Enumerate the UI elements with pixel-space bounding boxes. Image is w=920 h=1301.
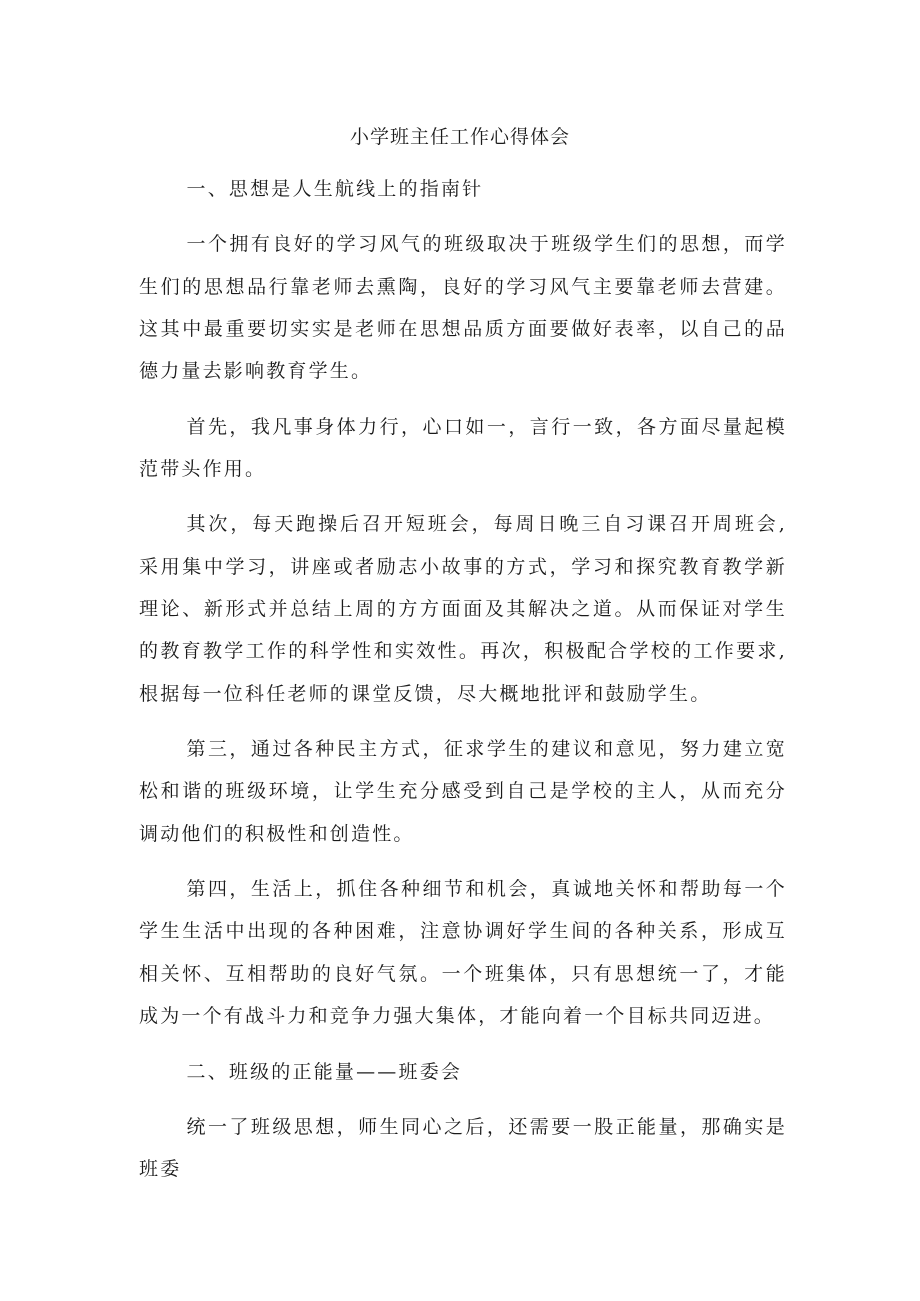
section-heading-1: 一、思想是人生航线上的指南针	[186, 178, 484, 200]
document-title: 小学班主任工作心得体会	[349, 126, 570, 148]
paragraph: 第四，生活上，抓住各种细节和机会，真诚地关怀和帮助每一个学生生活中出现的各种困难，注意协调好学生间的各种关系，形成互相关怀、互相帮助的良好气氛。一个班集体，只有思想统一了，才能成为一个有战斗力和竞争力强大集体，才能向着一个目标共同迈进。	[139, 878, 787, 1028]
paragraph: 首先，我凡事身体力行，心口如一，言行一致，各方面尽量起模范带头作用。	[139, 415, 787, 481]
paragraph: 其次，每天跑操后召开短班会，每周日晚三自习课召开周班会,采用集中学习，讲座或者励志小故事的方式，学习和探究教育教学新理论、新形式并总结上周的方方面面及其解决之道。从而保证对学生的教育教学工作的科学性和实效性。再次，积极配合学校的工作要求,根据每一位科任老师的课堂反馈，尽大概地批评和鼓励学生。	[139, 513, 787, 705]
paragraph: 一个拥有良好的学习风气的班级取决于班级学生们的思想，而学生们的思想品行靠老师去熏陶，良好的学习风气主要靠老师去营建。这其中最重要切实实是老师在思想品质方面要做好表率，以自己的品德力量去影响教育学生。	[139, 233, 787, 383]
section-heading-2: 二、班级的正能量——班委会	[186, 1060, 463, 1083]
document-body	[139, 168, 787, 1203]
paragraph: 第三，通过各种民主方式，征求学生的建议和意见，努力建立宽松和谐的班级环境，让学生充分感受到自己是学校的主人，从而充分调动他们的积极性和创造性。	[139, 738, 787, 845]
paragraph: 统一了班级思想，师生同心之后，还需要一股正能量，那确实是班委	[139, 1115, 787, 1181]
